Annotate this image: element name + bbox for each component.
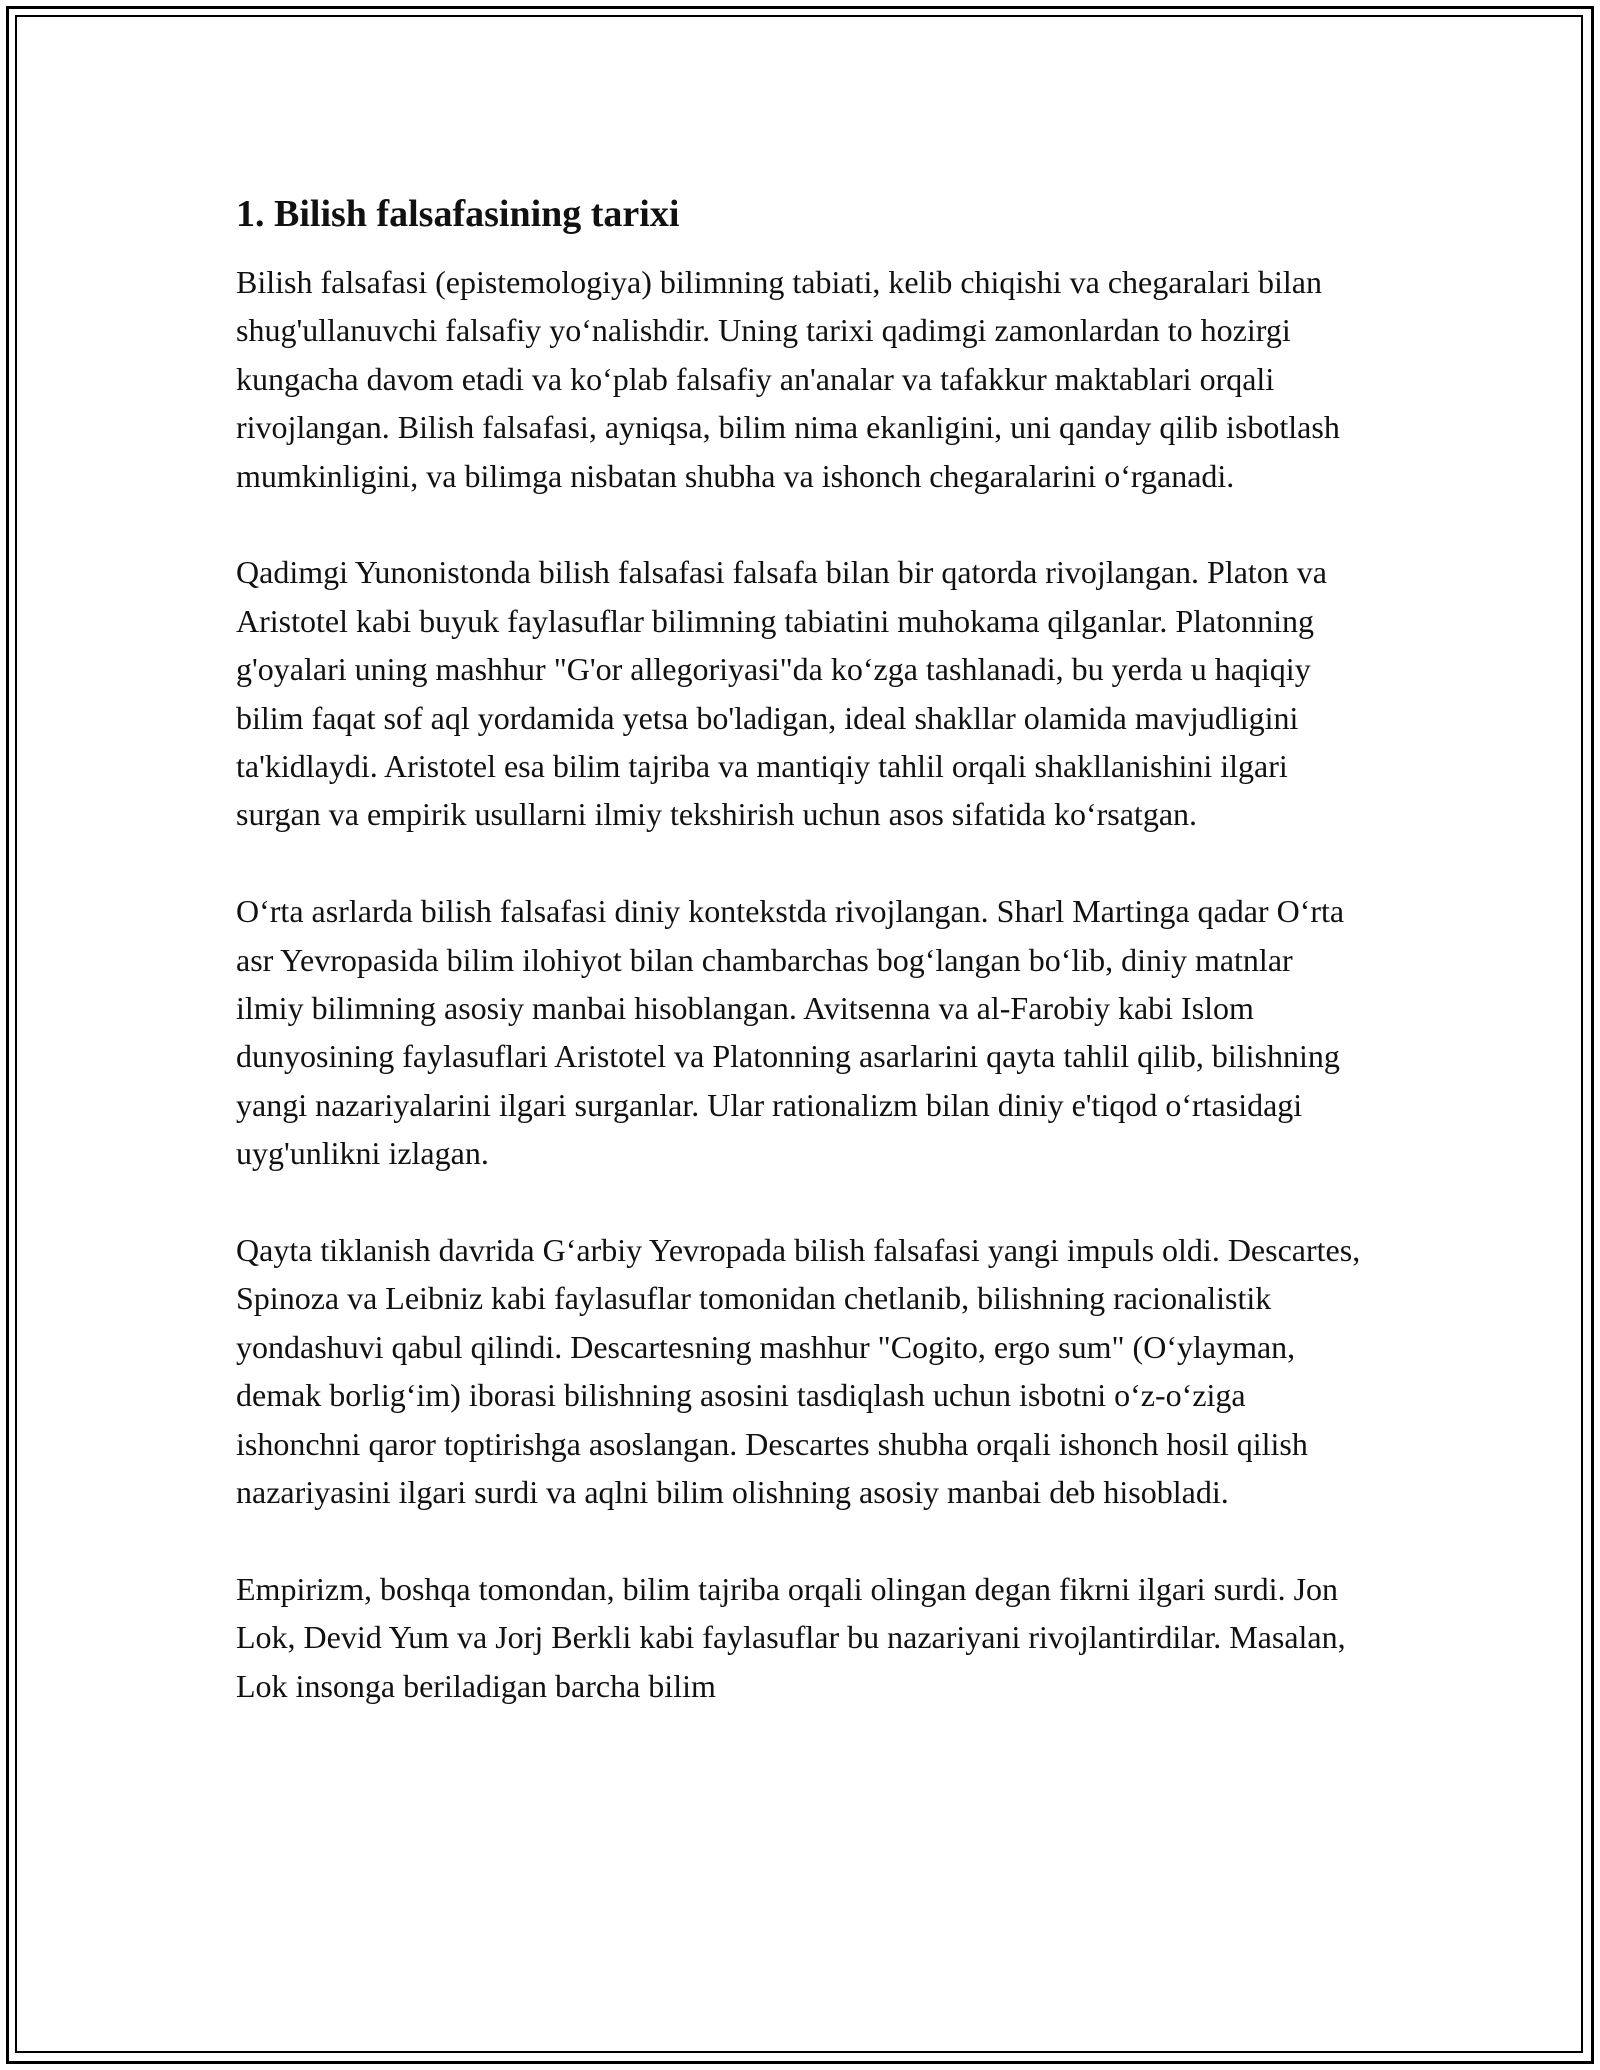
paragraph-middle-ages: O‘rta asrlarda bilish falsafasi diniy kontekstda rivojlangan. Sharl Martinga qadar O‘rta asr Yevropasida bilim ilohiyot bilan chambarchas bog‘langan bo‘lib, diniy matnlar ilmiy bilimning asosiy manbai hisoblangan. Avitsenna va al-Farobiy kabi Islom dunyosining faylasuflari Aristotel va Platonning asarlarini qayta tahlil qilib, bilishning yangi nazariyalarini ilgari surganlar. Ular rationalizm bilan diniy e'tiqod o‘rtasidagi uyg'unlikni izlagan. <box>236 893 1345 1172</box>
paragraph-intro: Bilish falsafasi (epistemologiya) bilimning tabiati, kelib chiqishi va chegaralari bilan shug'ullanuvchi falsafiy yo‘nalishdir. Uning tarixi qadimgi zamonlardan to hozirgi kungacha davom etadi va ko‘plab falsafiy an'analar va tafakkur maktablari orqali rivojlangan. Bilish falsafasi, ayniqsa, bilim nima ekanligini, uni qanday qilib isbotlash mumkinligini, va bilimga nisbatan shubha va ishonch chegaralarini o‘rganadi. <box>236 264 1340 494</box>
section-heading: 1. Bilish falsafasining tarixi <box>236 193 680 235</box>
paragraph-empiricism: Empirizm, boshqa tomondan, bilim tajriba orqali olingan degan fikrni ilgari surdi. Jon Lok, Devid Yum va Jorj Berkli kabi faylasuflar bu nazariyani rivojlantirdilar. Masalan, Lok insonga beriladigan barcha bilim <box>236 1570 1346 1704</box>
document-body <box>236 188 1366 1759</box>
paragraph-ancient-greece: Qadimgi Yunonistonda bilish falsafasi falsafa bilan bir qatorda rivojlangan. Platon va Aristotel kabi buyuk faylasuflar bilimning tabiatini muhokama qilganlar. Platonning g'oyalari uning mashhur "G'or allegoriyasi"da ko‘zga tashlanadi, bu yerda u haqiqiy bilim faqat sof aql yordamida yetsa bo'ladigan, ideal shakllar olamida mavjudligini ta'kidlaydi. Aristotel esa bilim tajriba va mantiqiy tahlil orqali shakllanishini ilgari surgan va empirik usullarni ilmiy tekshirish uchun asos sifatida ko‘rsatgan. <box>236 554 1327 833</box>
paragraph-renaissance: Qayta tiklanish davrida G‘arbiy Yevropada bilish falsafasi yangi impuls oldi. Descartes, Spinoza va Leibniz kabi faylasuflar tomonidan chetlanib, bilishning racionalistik yondashuvi qabul qilindi. Descartesning mashhur "Cogito, ergo sum" (O‘ylayman, demak borlig‘im) iborasi bilishning asosini tasdiqlash uchun isbotni o‘z-o‘ziga ishonchni qaror toptirishga asoslangan. Descartes shubha orqali ishonch hosil qilish nazariyasini ilgari surdi va aqlni bilim olishning asosiy manbai deb hisobladi. <box>236 1232 1361 1511</box>
